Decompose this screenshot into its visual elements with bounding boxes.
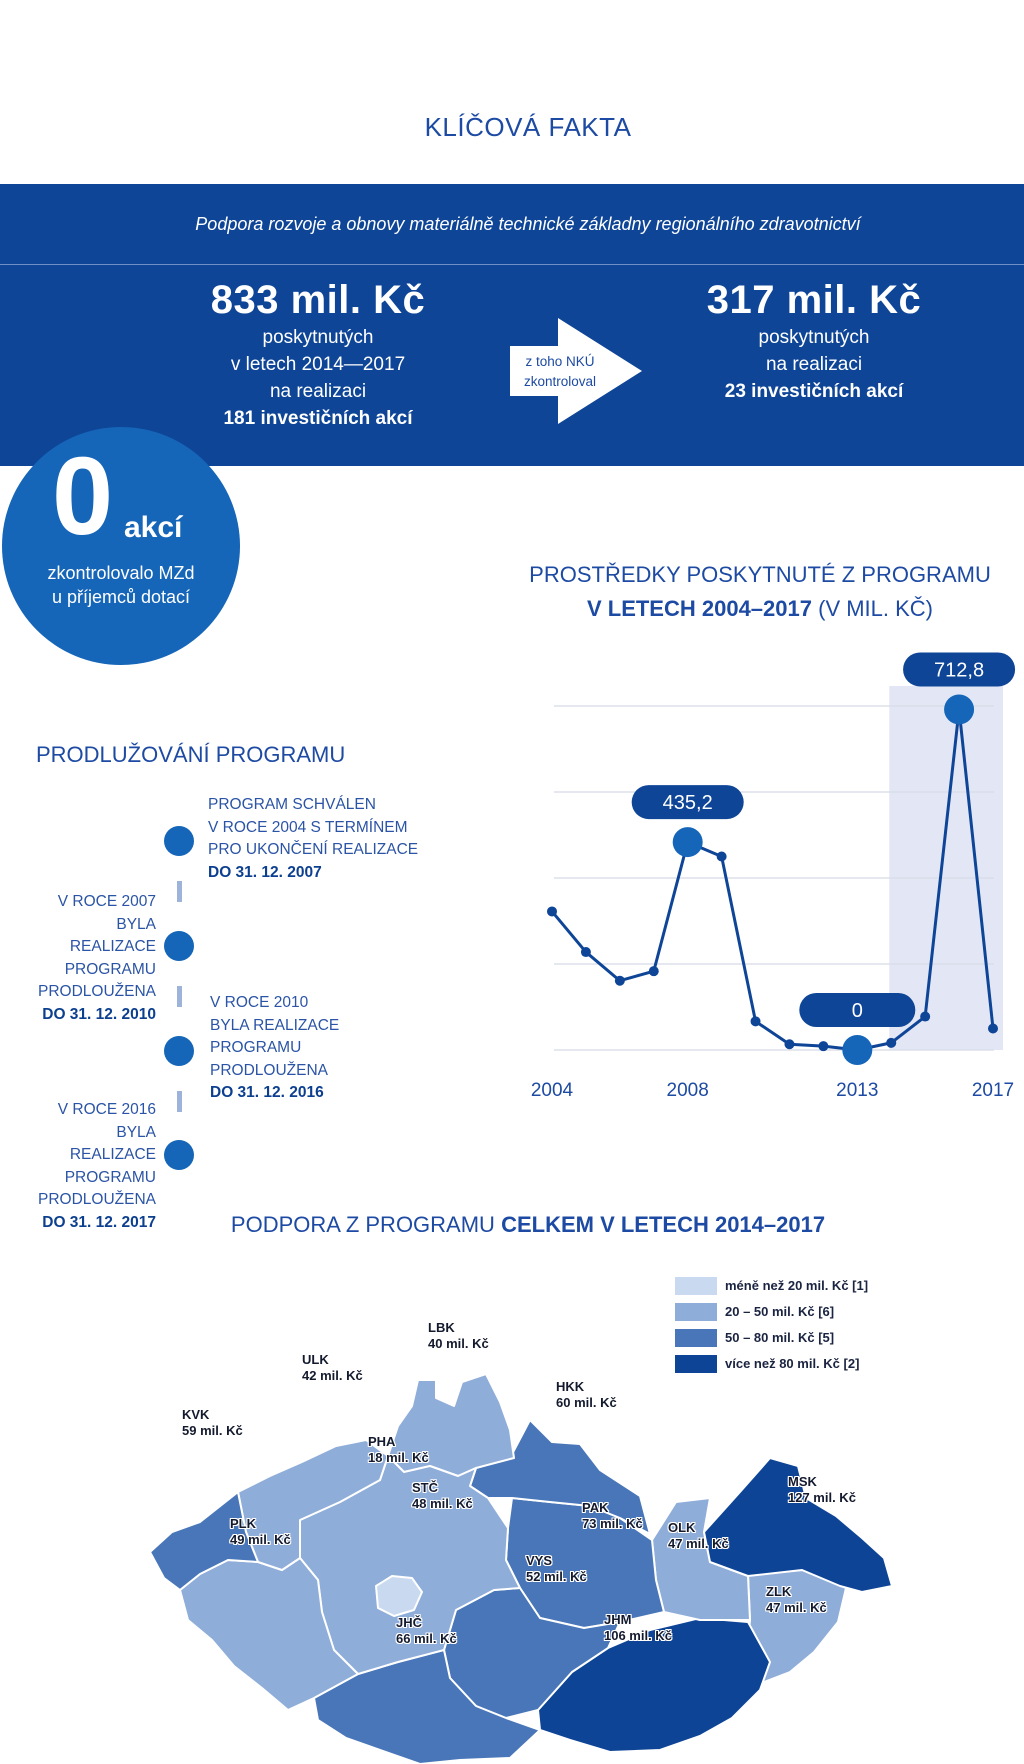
chart-point <box>649 966 659 976</box>
timeline-event-4-line4: PRODLOUŽENA <box>38 1191 156 1208</box>
line-chart <box>530 640 1024 1100</box>
chart-point <box>944 694 974 724</box>
region-value-jhc: 66 mil. Kč <box>396 1631 457 1646</box>
region-label-pha <box>368 1434 429 1466</box>
region-code-vys: VYS <box>526 1553 553 1568</box>
arrow-text-line2: zkontroloval <box>523 374 597 389</box>
timeline-event-3-line3: PROGRAMU <box>210 1039 302 1056</box>
chart-point <box>920 1012 930 1022</box>
arrow-text-line1: z toho NKÚ <box>525 354 595 369</box>
timeline-dot-3 <box>164 1036 194 1066</box>
region-code-kvk: KVK <box>182 1407 210 1422</box>
timeline-event-4-line1: V ROCE 2016 <box>57 1101 156 1118</box>
timeline-event-3-date: DO 31. 12. 2016 <box>210 1084 324 1101</box>
region-code-hkk: HKK <box>556 1379 585 1394</box>
region-value-vys: 52 mil. Kč <box>526 1569 587 1584</box>
chart-point <box>547 906 557 916</box>
region-value-kvk: 59 mil. Kč <box>182 1423 243 1438</box>
chart-data-label: 435,2 <box>662 792 713 815</box>
region-value-jhm: 106 mil. Kč <box>604 1628 672 1643</box>
timeline-event-1-line2: V ROCE 2004 S TERMÍNEM <box>208 818 408 836</box>
czech-regions-map <box>0 1270 1024 1764</box>
chart-x-tick-label: 2008 <box>666 1080 709 1100</box>
arrow-text <box>512 352 608 392</box>
map-title-rest: PODPORA Z PROGRAMU <box>230 1212 502 1237</box>
map-title <box>0 1212 1024 1238</box>
stat-checked-line2: na realizaci <box>765 354 863 375</box>
region-label-vys <box>526 1553 587 1585</box>
timeline-event-2-line2: BYLA REALIZACE <box>69 915 156 955</box>
region-value-plk: 49 mil. Kč <box>230 1532 291 1547</box>
chart-title-bold: V LETECH 2004–2017 <box>586 596 812 621</box>
region-value-pha: 18 mil. Kč <box>368 1450 429 1465</box>
region-code-msk: MSK <box>788 1474 817 1489</box>
stat-checked <box>644 276 984 405</box>
timeline-dash-3 <box>177 1091 182 1112</box>
chart-point <box>581 947 591 957</box>
timeline-event-4-line2: BYLA REALIZACE <box>69 1123 156 1163</box>
chart-data-label: 712,8 <box>934 659 985 682</box>
map-title-bold: CELKEM V LETECH 2014–2017 <box>501 1212 826 1237</box>
stat-total-line2: v letech 2014—2017 <box>230 354 406 375</box>
region-code-pha: PHA <box>368 1434 396 1449</box>
chart-point <box>784 1039 794 1049</box>
zero-number: 0 <box>52 435 114 558</box>
stat-total-line3: na realizaci <box>269 381 367 402</box>
stat-checked-amount: 317 mil. Kč <box>706 278 922 322</box>
region-label-msk <box>788 1474 856 1506</box>
region-label-olk <box>668 1520 729 1552</box>
legend-label-2: 20 – 50 mil. Kč [6] <box>725 1304 835 1319</box>
chart-title <box>490 558 1024 626</box>
region-code-plk: PLK <box>230 1516 256 1531</box>
region-code-stc: STČ <box>412 1480 438 1495</box>
timeline-event-1-date: DO 31. 12. 2007 <box>208 863 322 881</box>
region-code-jhc: JHČ <box>396 1615 423 1630</box>
region-value-lbk: 40 mil. Kč <box>428 1336 489 1351</box>
timeline-event-3-line2: BYLA REALIZACE <box>210 1016 340 1034</box>
zero-actions-circle <box>2 427 240 665</box>
chart-point <box>717 852 727 862</box>
chart-point <box>615 976 625 986</box>
legend-label-4: více než 80 mil. Kč [2] <box>725 1356 860 1371</box>
timeline-event-3 <box>210 992 339 1105</box>
region-label-plk <box>230 1516 291 1548</box>
timeline-event-3-line1: V ROCE 2010 <box>210 994 309 1011</box>
stat-checked-line1: poskytnutých <box>758 327 870 348</box>
chart-point <box>818 1041 828 1051</box>
band-subtitle: Podpora rozvoje a obnovy materiálně technické základny regionálního zdravotnictví <box>195 214 861 234</box>
chart-data-label: 0 <box>851 1000 863 1022</box>
region-value-ulk: 42 mil. Kč <box>302 1368 363 1383</box>
chart-point <box>842 1035 872 1065</box>
chart-point <box>751 1016 761 1026</box>
zero-caption <box>2 561 240 609</box>
timeline-event-4-date: DO 31. 12. 2017 <box>42 1213 156 1231</box>
region-value-olk: 47 mil. Kč <box>668 1536 729 1551</box>
timeline-event-2 <box>30 891 156 1026</box>
region-label-pak <box>582 1500 643 1532</box>
chart-x-tick-label: 2013 <box>836 1080 879 1100</box>
timeline-dot-4 <box>164 1140 194 1170</box>
region-label-jhc <box>396 1615 457 1647</box>
page-title: KLÍČOVÁ FAKTA <box>424 112 632 142</box>
region-code-olk: OLK <box>668 1520 696 1535</box>
region-value-stc: 48 mil. Kč <box>412 1496 473 1511</box>
timeline-dash-2 <box>177 986 182 1007</box>
region-label-ulk <box>302 1352 363 1384</box>
chart-x-tick-label: 2017 <box>971 1080 1015 1100</box>
timeline-event-2-line3: PROGRAMU <box>64 960 156 978</box>
timeline-event-1 <box>208 794 418 884</box>
timeline-event-4-line3: PROGRAMU <box>64 1168 156 1186</box>
timeline-event-2-line4: PRODLOUŽENA <box>38 983 156 1000</box>
chart-point <box>988 1024 998 1034</box>
legend-label-3: 50 – 80 mil. Kč [5] <box>725 1330 835 1345</box>
chart-title-line1: PROSTŘEDKY POSKYTNUTÉ Z PROGRAMU <box>529 562 991 587</box>
region-code-lbk: LBK <box>428 1320 455 1335</box>
stat-total-line1: poskytnutých <box>262 327 374 348</box>
timeline-event-2-line1: V ROCE 2007 <box>57 893 156 910</box>
timeline-event-1-line1: PROGRAM SCHVÁLEN <box>208 796 376 813</box>
timeline-event-1-line3: PRO UKONČENÍ REALIZACE <box>208 841 419 858</box>
region-code-jhm: JHM <box>604 1612 632 1627</box>
region-label-zlk <box>766 1584 827 1616</box>
region-value-pak: 73 mil. Kč <box>582 1516 643 1531</box>
region-label-lbk <box>428 1320 489 1352</box>
chart-x-tick-label: 2004 <box>530 1080 574 1100</box>
timeline-dash-1 <box>177 881 182 902</box>
region-code-zlk: ZLK <box>766 1584 792 1599</box>
region-value-msk: 127 mil. Kč <box>788 1490 856 1505</box>
zero-caption-line1: zkontrolovalo MZd <box>47 563 195 583</box>
zero-unit: akcí <box>124 511 183 544</box>
stat-checked-line3: 23 investičních akcí <box>724 381 904 402</box>
chart-title-line2 <box>490 592 1024 626</box>
timeline-dot-1 <box>164 826 194 856</box>
legend-label-1: méně než 20 mil. Kč [1] <box>725 1278 869 1293</box>
chart-point <box>886 1038 896 1048</box>
region-code-pak: PAK <box>582 1500 609 1515</box>
timeline-title: PRODLUŽOVÁNÍ PROGRAMU <box>36 742 346 767</box>
band-divider <box>0 264 1024 265</box>
region-label-kvk <box>182 1407 243 1439</box>
stat-total-line4: 181 investičních akcí <box>223 408 413 429</box>
timeline-event-3-line4: PRODLOUŽENA <box>210 1061 328 1079</box>
region-label-stc <box>412 1480 473 1512</box>
stat-total <box>148 276 488 432</box>
region-code-ulk: ULK <box>302 1352 329 1367</box>
chart-point <box>673 827 703 857</box>
region-value-hkk: 60 mil. Kč <box>556 1395 617 1410</box>
timeline-event-2-date: DO 31. 12. 2010 <box>42 1005 156 1023</box>
zero-caption-line2: u příjemců dotací <box>51 587 191 607</box>
chart-title-rest: (V MIL. KČ) <box>812 596 934 621</box>
stat-total-amount: 833 mil. Kč <box>210 278 426 322</box>
region-value-zlk: 47 mil. Kč <box>766 1600 827 1615</box>
region-label-hkk <box>556 1379 617 1411</box>
timeline-dot-2 <box>164 931 194 961</box>
region-label-jhm <box>604 1612 672 1644</box>
